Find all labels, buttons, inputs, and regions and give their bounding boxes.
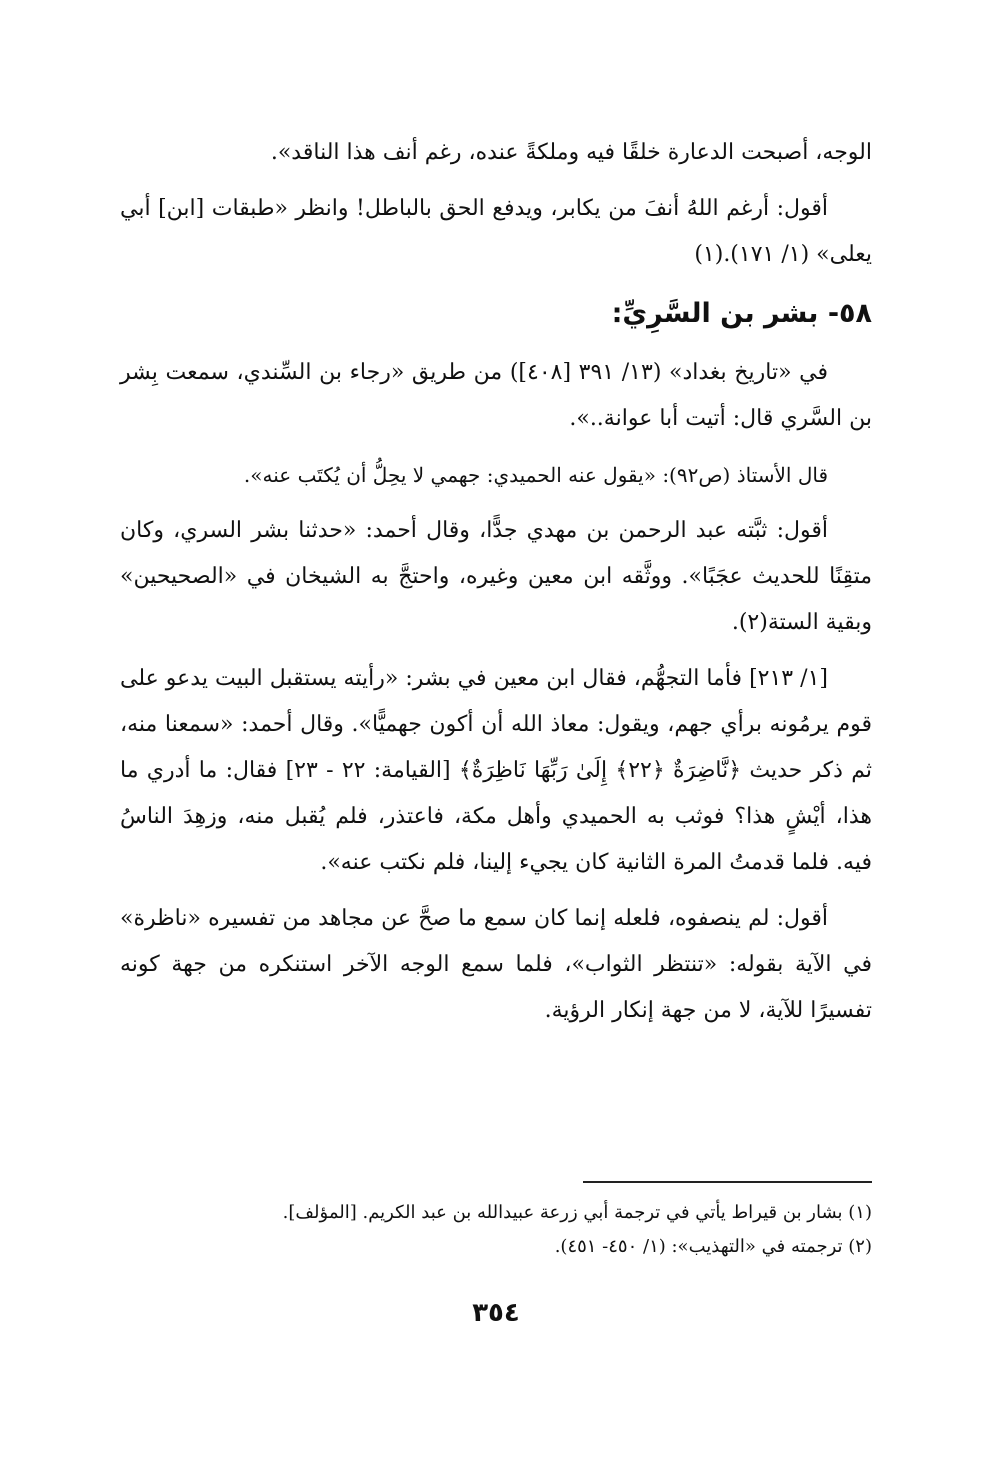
page-body <box>120 130 872 1044</box>
paragraph-reply-2: أقول: ثبَّته عبد الرحمن بن مهدي جدًّا، وقال أحمد: «حدثنا بشر السري، وكان متقِنًا للحديث عجَبًا». ووثَّقه ابن معين وغيره، واحتجَّ به الشيخان في «الصحيحين» وبقية الستة(٢). <box>120 518 872 635</box>
paragraph-reply-1: أقول: أرغم اللهُ أنفَ من يكابر، ويدفع الحق بالباطل! وانظر «طبقات [ابن] أبي يعلى» (١/ ١٧١).(١) <box>120 196 872 267</box>
paragraph-tajahhum: [١/ ٢١٣] فأما التجهُّم، فقال ابن معين في بشر: «رأيته يستقبل البيت يدعو على قوم يرمُونه برأي جهم، ويقول: معاذ الله أن أكون جهميًّا». وقال أحمد: «سمعنا منه، ثم ذكر حديث ﴿نَّاضِرَةٌ ﴿٢٢﴾ إِلَىٰ رَبِّهَا نَاظِرَةٌ﴾ [القيامة: ٢٢ - ٢٣] فقال: ما أدري ما هذا، أيْشٍ هذا؟ فوثب به الحميدي وأهل مكة، فاعتذر، فلم يُقبل منه، وزهِدَ الناسُ فيه. فلما قدمتُ المرة الثانية كان يجيء إلينا، فلم نكتب عنه». <box>120 666 872 875</box>
entry-heading: ٥٨- بشر بن السَّرِيِّ: <box>611 298 872 329</box>
paragraph-reply-3: أقول: لم ينصفوه، فلعله إنما كان سمع ما صحَّ عن مجاهد من تفسيره «ناظرة» في الآية بقوله: «تنتظر الثواب»، فلما سمع الوجه الآخر استنكره من جهة كونه تفسيرًا للآية، لا من جهة إنكار الرؤية. <box>120 906 872 1023</box>
paragraph-ustadh-quote: قال الأستاذ (ص٩٢): «يقول عنه الحميدي: جهمي لا يحِلُّ أن يُكتَب عنه». <box>243 463 828 487</box>
footnote-2: (٢) ترجمته في «التهذيب»: (١/ ٤٥٠- ٤٥١). <box>554 1236 872 1257</box>
page-number: ٣٥٤ <box>472 1298 520 1328</box>
footnotes <box>120 1196 872 1264</box>
paragraph-continuation: الوجه، أصبحت الدعارة خلقًا فيه وملكةً عنده، رغم أنف هذا الناقد». <box>270 140 872 165</box>
paragraph-source: في «تاريخ بغداد» (١٣/ ٣٩١ [٤٠٨]) من طريق «رجاء بن السِّندي، سمعت بِشر بن السَّري قال: أتيت أبا عوانة..». <box>120 360 872 431</box>
footnote-separator <box>583 1181 872 1183</box>
footnote-1: (١) بشار بن قيراط يأتي في ترجمة أبي زرعة عبيدالله بن عبد الكريم. [المؤلف]. <box>282 1202 872 1223</box>
